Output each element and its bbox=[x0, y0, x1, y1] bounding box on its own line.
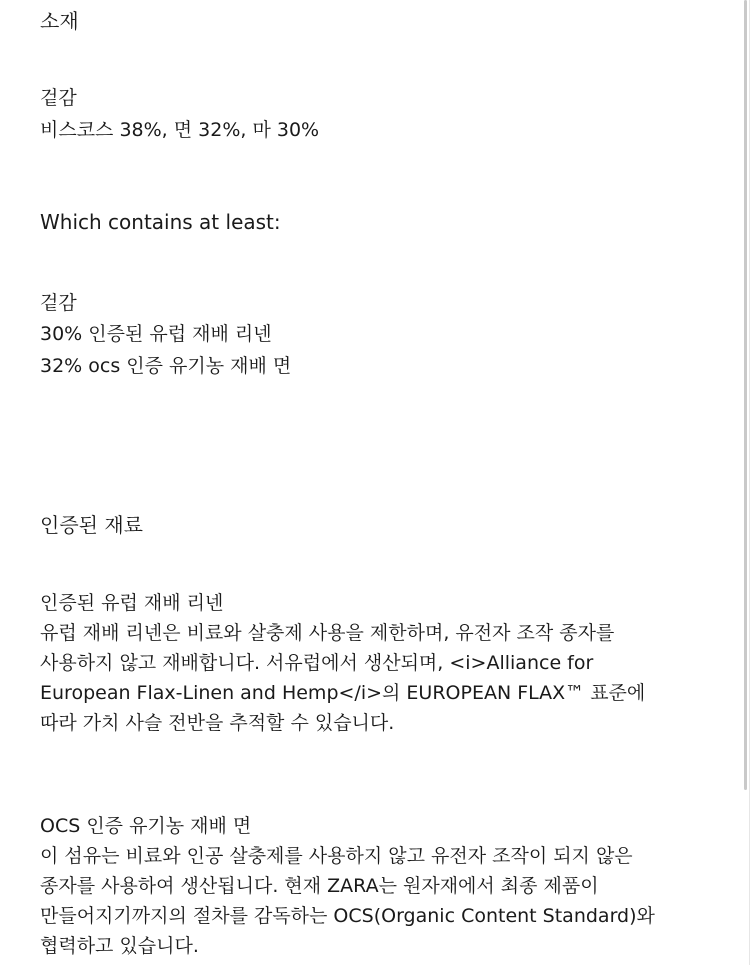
material-description-line: 이 섬유는 비료와 인공 살충제를 사용하지 않고 유전자 조작이 되지 않은 bbox=[40, 845, 633, 867]
contains-outer-label: 겉감 bbox=[40, 292, 77, 314]
material-description-line: 협력하고 있습니다. bbox=[40, 935, 199, 957]
composition-value: 비스코스 38%, 면 32%, 마 30% bbox=[40, 119, 320, 141]
certified-material-linen bbox=[40, 590, 645, 736]
material-description-line: 유럽 재배 리넨은 비료와 살충제 사용을 제한하며, 유전자 조작 종자를 bbox=[40, 622, 615, 644]
material-name: OCS 인증 유기농 재배 면 bbox=[40, 815, 252, 837]
outer-fabric-label: 겉감 bbox=[40, 87, 77, 109]
material-description-line: 종자를 사용하여 생산됩니다. 현재 ZARA는 원자재에서 최종 제품이 bbox=[40, 875, 599, 897]
material-description-line: European Flax-Linen and Hemp</i>의 EUROPEAN FLAX™ 표준에 bbox=[40, 682, 646, 704]
contains-item: 30% 인증된 유럽 재배 리넨 bbox=[40, 323, 272, 345]
material-description-line: 따라 가치 사슬 전반을 추적할 수 있습니다. bbox=[40, 712, 395, 734]
certified-materials-title: 인증된 재료 bbox=[40, 513, 143, 537]
material-name: 인증된 유럽 재배 리넨 bbox=[40, 592, 224, 614]
scrollbar[interactable] bbox=[744, 0, 747, 790]
contains-item: 32% ocs 인증 유기농 재배 면 bbox=[40, 355, 292, 377]
material-description-line: 사용하지 않고 재배합니다. 서유럽에서 생산되며, <i>Alliance for bbox=[40, 652, 594, 674]
certified-material-cotton bbox=[40, 813, 655, 959]
contains-heading: Which contains at least: bbox=[40, 210, 281, 234]
material-description-line: 만들어지기까지의 절차를 감독하는 OCS(Organic Content Standard)와 bbox=[40, 905, 655, 927]
composition-title: 소재 bbox=[40, 9, 79, 33]
